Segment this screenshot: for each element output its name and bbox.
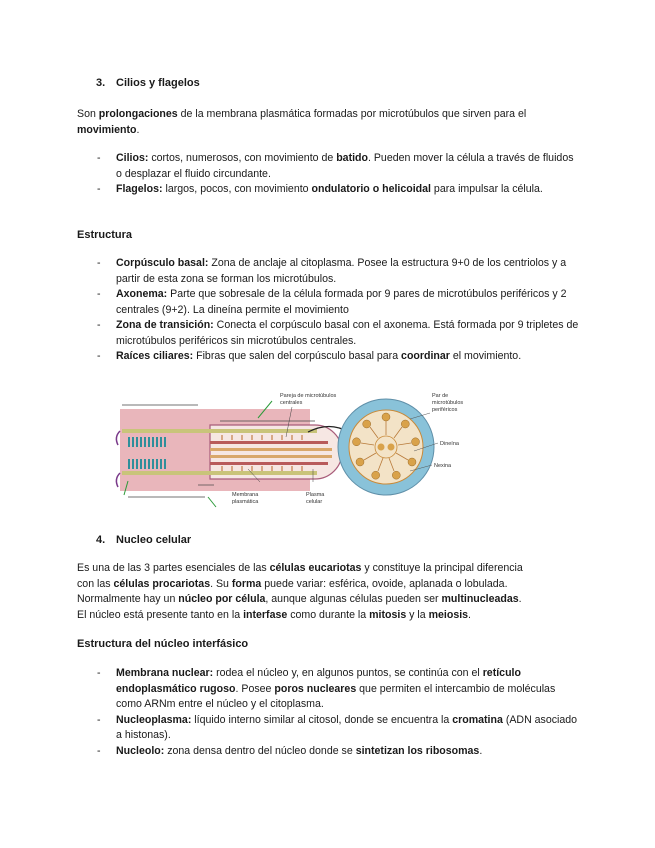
paragraph-line	[77, 592, 597, 608]
paragraph-line	[77, 561, 597, 577]
bold-run: meiosis	[428, 608, 469, 621]
text-run: de la membrana plasmática formadas por microtúbulos que sirven para el	[177, 108, 527, 120]
text-run: Fibras que salen del corpúsculo basal para	[193, 350, 402, 362]
bold-run: Cilios:	[116, 152, 149, 164]
cilia-types-list	[77, 151, 582, 198]
paragraph-line	[77, 577, 597, 593]
section-4-title: Nucleo celular	[116, 534, 192, 546]
ciliary-roots	[116, 431, 120, 487]
bold-run: poros nucleares	[274, 682, 357, 695]
text-run: como durante la	[287, 608, 370, 621]
section-3-heading	[96, 76, 200, 92]
structure-list	[77, 256, 582, 365]
bold-run: células procariotas	[113, 577, 211, 590]
bold-run: Raíces ciliares:	[116, 350, 194, 362]
text-run: .	[518, 593, 522, 605]
text-run: Son	[77, 108, 99, 120]
text-run: . Su	[210, 577, 232, 590]
bold-run: forma	[231, 577, 262, 590]
text-run: Zona de anclaje al citoplasma. Posee la estructura 9+0 de los centriolos y a partir de esta zona se forman los microtúbulos.	[116, 257, 567, 285]
text-run: y constituye la principal diferencia	[361, 562, 523, 574]
text-run: largos, pocos, con movimiento	[162, 183, 312, 195]
label-pair-line1: Pareja de microtúbulos	[280, 393, 337, 399]
bold-run: mitosis	[369, 608, 407, 621]
label-plasma-line1: Plasma	[306, 492, 325, 498]
list-item	[77, 349, 582, 365]
list-item	[77, 151, 582, 182]
label-peripheral-line1: Par de	[432, 393, 449, 399]
label-dynein: Dineína	[440, 441, 459, 447]
bold-run: sintetizan los ribosomas	[355, 744, 480, 757]
bold-run: multinucleadas	[441, 593, 519, 605]
central-tubule-left	[378, 444, 385, 451]
section-4-number: 4.	[96, 534, 106, 546]
section-3-number: 3.	[96, 77, 106, 89]
bold-run: Nucleolo:	[116, 744, 165, 757]
bold-run: Corpúsculo basal:	[116, 257, 209, 269]
text-run: El núcleo está presente tanto en la	[77, 608, 244, 621]
axoneme-shape	[210, 425, 342, 479]
list-item	[77, 713, 582, 744]
bold-run: batido	[336, 152, 368, 164]
text-run: Es una de las 3 partes esenciales de las	[77, 562, 270, 574]
bold-run: Axonema:	[116, 288, 168, 300]
nucleus-structure-list	[77, 666, 582, 759]
list-item	[77, 666, 582, 713]
text-run: cortos, numerosos, con movimiento de	[148, 152, 337, 164]
list-item	[77, 744, 582, 760]
bold-run: interfase	[243, 608, 288, 621]
text-run: y la	[406, 608, 429, 621]
bold-run: prolongaciones	[98, 108, 178, 120]
central-tubule-right	[388, 444, 395, 451]
text-run: para impulsar la célula.	[430, 183, 543, 195]
text-run: , aunque algunas células pueden ser	[265, 593, 442, 605]
text-run: líquido interno similar al citosol, donde se encuentra la	[191, 713, 453, 726]
bold-run: Nucleoplasma:	[116, 713, 192, 726]
bold-run: células eucariotas	[269, 562, 362, 574]
bold-run: cromatina	[452, 713, 503, 726]
list-item	[77, 318, 582, 349]
text-run: que permiten el intercambio de moléculas como ARNm entre el núcleo y el citoplasma.	[116, 682, 556, 710]
cilium-diagram-svg	[110, 385, 510, 510]
label-peripheral-line3: periféricos	[432, 407, 458, 413]
label-pair-line2: centrales	[280, 400, 303, 406]
bold-run: retículo endoplasmático rugoso	[116, 667, 521, 695]
label-plasma-line2: celular	[306, 499, 323, 505]
text-run: puede variar: esférica, ovoide, aplanada o lobulada.	[261, 577, 508, 590]
text-run: con las	[77, 577, 114, 590]
cilium-structure-diagram	[110, 385, 510, 510]
bold-run: Zona de transición:	[116, 319, 214, 331]
text-run: .	[468, 608, 471, 621]
label-peripheral-line2: microtúbulos	[432, 400, 464, 406]
bold-run: núcleo por célula	[178, 593, 266, 605]
section-3-title: Cilios y flagelos	[116, 77, 200, 89]
text-run: (ADN asociado a histonas).	[116, 713, 578, 741]
structure-heading: Estructura	[77, 229, 133, 241]
label-membrane-line1: Membrana	[232, 492, 259, 498]
list-item	[77, 182, 582, 198]
bold-run: ondulatorio o helicoidal	[311, 183, 431, 195]
bold-run: movimiento	[77, 123, 137, 136]
label-nexin: Nexina	[434, 463, 452, 469]
text-run: el movimiento.	[449, 350, 522, 362]
nucleus-intro-paragraph	[77, 561, 597, 623]
nucleus-structure-heading: Estructura del núcleo interfásico	[77, 638, 249, 650]
text-run: Conecta el corpúsculo basal con el axonema. Está formada por 9 tripletes de microtúbulos periféricos sin microtúbulos centrales.	[116, 319, 579, 347]
bold-run: Flagelos:	[116, 183, 163, 195]
text-run: Normalmente hay un	[77, 593, 179, 605]
text-run: .	[479, 744, 483, 757]
text-run: zona densa dentro del núcleo donde se	[164, 744, 356, 757]
text-run: . Pueden mover la célula a través de fluidos o desplazar el fluido circundante.	[116, 152, 574, 180]
text-run: Parte que sobresale de la célula formada por 9 pares de microtúbulos periféricos y 2 centrales (9+2). La dineína permite el movimiento	[116, 288, 567, 316]
label-membrane-line2: plasmática	[232, 499, 259, 505]
bold-run: coordinar	[401, 350, 450, 362]
text-run: rodea el núcleo y, en algunos puntos, se continúa con el	[213, 667, 483, 679]
section-4-heading	[96, 533, 191, 549]
text-run: .	[136, 123, 140, 136]
paragraph-line	[77, 608, 597, 624]
list-item	[77, 256, 582, 287]
bold-run: Membrana nuclear:	[116, 667, 214, 679]
text-run: . Posee	[235, 682, 275, 695]
list-item	[77, 287, 582, 318]
cilia-intro-paragraph	[77, 107, 582, 138]
